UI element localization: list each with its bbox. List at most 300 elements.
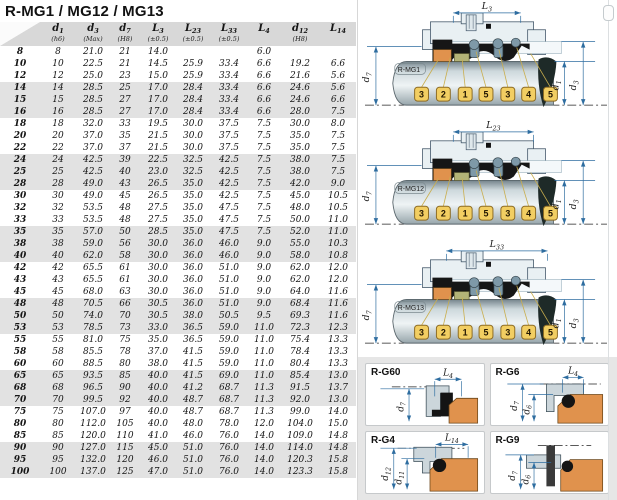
table-cell: 30.0 [147,275,169,285]
row-size-label: 80 [13,419,27,429]
table-cell: 24.6 [280,94,320,106]
row-size-label: 42 [13,263,27,273]
row-size-label: 48 [0,298,40,310]
table-cell: 14.0 [248,454,280,466]
table-cell: 35.0 [182,191,204,201]
svg-text:3: 3 [419,208,425,219]
svg-text:2: 2 [440,208,446,219]
table-cell: 36.0 [176,238,210,250]
table-cell: 68 [40,382,76,394]
page-edge-line [608,0,609,500]
table-cell: 9.5 [248,310,280,322]
table-cell: 36.5 [182,335,204,345]
table-cell: 33 [119,119,131,129]
table-row [0,58,356,70]
table-cell: 68.7 [210,394,248,406]
table-cell: 46.0 [210,250,248,262]
table-cell: 11.6 [320,310,356,322]
table-cell: 51.0 [176,454,210,466]
table-cell: 48 [119,215,131,225]
table-cell: 33.4 [218,71,240,81]
table-cell: 46.0 [140,454,176,466]
table-cell: 85.5 [82,347,104,357]
row-size-label: 70 [0,394,40,406]
svg-text:3: 3 [505,327,511,338]
table-cell: 9.0 [248,238,280,250]
table-cell: 27.5 [147,215,169,225]
row-size-label: 14 [0,82,40,94]
table-cell: 14.0 [253,431,275,441]
table-cell: 132.0 [76,454,110,466]
table-cell: 25.0 [82,71,104,81]
table-cell: 59.0 [76,238,110,250]
row-size-label: 85 [13,431,27,441]
row-size-label: 38 [0,238,40,250]
table-cell: 35.0 [182,203,204,213]
dimension-label: $d_7$ [360,72,374,83]
table-cell: 7.5 [320,106,356,118]
column-header: $d_1$ (h6) [40,22,76,46]
table-cell: 95 [40,454,76,466]
table-cell: 26.5 [140,178,176,190]
table-cell: 42.5 [210,154,248,166]
table-row [0,214,356,226]
table-cell: 58 [52,347,64,357]
svg-text:5: 5 [483,208,489,219]
detail-label: R-G4 [371,435,395,446]
svg-text:3: 3 [505,89,511,100]
table-row [0,466,356,478]
table-cell: 92.0 [280,394,320,406]
table-cell: 12.3 [320,322,356,334]
detail-panel-r-g9 [490,431,610,494]
table-cell: 15.8 [320,466,356,478]
seal-ring-olive [454,54,469,62]
row-size-label: 35 [0,226,40,238]
table-row [0,322,356,334]
column-header: $L_{14}$ [320,22,356,46]
dimension-label: $L_{23}$ [486,119,501,133]
table-cell: 93.5 [76,370,110,382]
row-size-label: 53 [0,322,40,334]
table-cell: 78.5 [76,322,110,334]
row-size-label: 60 [13,359,27,369]
table-cell: 40.0 [147,419,169,429]
table-cell: 12.0 [253,419,275,429]
table-cell: 59.0 [218,335,240,345]
table-cell: 7.5 [256,203,272,213]
table-cell: 11.3 [248,394,280,406]
table-cell: 109.0 [287,431,313,441]
row-size-label: 12 [13,71,27,81]
table-cell: 97 [119,407,131,417]
set-screw [486,24,491,29]
table-row [0,154,356,166]
table-cell: 74.0 [76,310,110,322]
o-ring [433,459,446,472]
table-cell: 7.5 [330,131,346,141]
row-size-label: 20 [13,131,27,141]
table-cell: 37.5 [218,119,240,129]
table-cell: 10.5 [327,191,349,201]
dimension-label: $d_7$ [396,402,408,412]
table-cell: 22.5 [140,154,176,166]
table-cell: 70.5 [76,298,110,310]
dimension-label: $d_7$ [360,191,374,202]
table-cell: 39 [110,154,140,166]
table-cell: 51.0 [210,298,248,310]
table-cell: 120.0 [80,431,106,441]
table-cell: 40.0 [147,407,169,417]
table-cell: 50 [40,310,76,322]
diagram-panel-r-mg1 [358,0,617,119]
table-cell: 33 [52,215,64,225]
dimension-label: $d_7$ [507,470,519,481]
table-cell: 65 [40,370,76,382]
detail-label: R-G6 [495,367,520,378]
table-cell: 36.5 [176,322,210,334]
table-cell: 35.0 [147,335,169,345]
column-header: $L_{33}$ (±0.5) [210,22,248,46]
dimension-label: $d_3$ [568,199,581,210]
column-header: $L_4$ [248,22,280,46]
table-cell: 6.6 [330,59,346,69]
table-cell: 21.6 [289,71,311,81]
table-cell: 51.0 [176,442,210,454]
table-cell: 9.0 [320,178,356,190]
table-cell: 7.5 [248,166,280,178]
table-cell: 30.5 [140,310,176,322]
table-cell: 53.5 [82,215,104,225]
table-cell: 11.0 [253,359,275,369]
table-cell: 16 [40,106,76,118]
table-cell: 10.8 [320,250,356,262]
table-cell: 75 [119,335,131,345]
table-cell: 42.5 [218,191,240,201]
table-cell: 38.0 [280,166,320,178]
table-cell: 50 [110,226,140,238]
table-cell: 7.5 [248,226,280,238]
table-cell: 14.8 [327,431,349,441]
table-row [0,406,356,418]
table-cell: 47.0 [140,466,176,478]
svg-text:5: 5 [483,327,489,338]
dimension-label: $d_{11}$ [394,470,406,485]
table-cell: 100 [40,466,76,478]
table-cell: 55 [52,335,64,345]
table-cell: 42.5 [210,166,248,178]
dimension-label: $d_7$ [509,401,521,411]
table-row [0,46,356,58]
table-cell: 45.0 [140,442,176,454]
table-cell: 53 [40,322,76,334]
table-cell: 37.0 [82,131,104,141]
table-cell: 36.0 [176,298,210,310]
table-cell: 21.5 [147,143,169,153]
dimension-label: $d_3$ [568,80,581,91]
dimension-label: $d_6$ [521,404,534,415]
table-row [0,178,356,190]
table-row [0,454,356,466]
table-cell: 27 [110,94,140,106]
column-header: $d_7$ (H8) [110,22,140,46]
table-cell: 35 [119,131,131,141]
table-cell: 72.3 [280,322,320,334]
table-row [0,238,356,250]
table-cell: 76.0 [210,466,248,478]
table-cell: 46.0 [210,238,248,250]
table-row [0,346,356,358]
table-row [0,70,356,82]
table-cell: 123.3 [280,466,320,478]
table-cell: 85.4 [280,370,320,382]
row-size-label: 65 [0,370,40,382]
table-cell: 38.0 [280,154,320,166]
table-cell: 36.0 [182,275,204,285]
table-cell: 35 [40,226,76,238]
table-cell: 35.0 [176,178,210,190]
table-cell: 52.0 [280,226,320,238]
svg-text:5: 5 [547,327,553,338]
table-cell: 21.5 [147,131,169,141]
table-cell: 11.0 [253,335,275,345]
table-cell [320,46,356,58]
table-cell: 23.0 [140,166,176,178]
row-size-label: 18 [13,119,27,129]
table-row [0,370,356,382]
table-cell: 42.5 [76,154,110,166]
table-row [0,442,356,454]
row-size-label: 10 [13,59,27,69]
table-cell: 55.0 [280,238,320,250]
table-row [0,394,356,406]
table-cell: 6.6 [248,94,280,106]
table-row [0,310,356,322]
row-size-label: 15 [0,94,40,106]
seat-orange [433,288,451,300]
table-cell: 85 [52,431,64,441]
row-size-label: 33 [13,215,27,225]
table-cell: 21 [119,59,131,69]
row-size-label: 22 [13,143,27,153]
table-cell: 40 [40,250,76,262]
svg-text:4: 4 [526,327,532,338]
table-cell: 38.0 [176,310,210,322]
table-row [0,142,356,154]
table-cell: 35.0 [182,215,204,225]
table-cell: 19.5 [147,119,169,129]
table-cell: 81.0 [82,335,104,345]
table-cell: 30.0 [182,143,204,153]
table-cell: 33.4 [210,94,248,106]
table-cell: 37 [119,143,131,153]
table-cell: 48.0 [182,419,204,429]
dimension-label: $d_1$ [550,318,563,329]
table-cell: 41.0 [147,431,169,441]
detail-label: R-G60 [371,367,401,378]
seat-orange [433,169,451,181]
row-size-label: 55 [13,335,27,345]
table-cell: 42.0 [280,178,320,190]
table-cell: 21 [119,47,131,57]
svg-text:5: 5 [483,89,489,100]
table-cell: 7.5 [256,131,272,141]
table-cell: 43 [52,275,64,285]
table-cell: 91.5 [280,382,320,394]
table-cell: 58.0 [280,250,320,262]
table-cell: 14.0 [327,407,349,417]
table-cell: 25.9 [182,59,204,69]
table-cell: 28.5 [76,94,110,106]
table-cell: 14 [40,82,76,94]
table-cell: 35.0 [289,131,311,141]
table-cell: 76.0 [210,442,248,454]
dimension-label: $d_1$ [550,80,563,91]
table-cell: 6.6 [248,106,280,118]
table-cell: 137.0 [76,466,110,478]
table-cell: 11.0 [248,370,280,382]
dimensions-table [0,22,356,478]
svg-text:2: 2 [440,89,446,100]
table-cell: 27.5 [147,203,169,213]
table-cell: 107.0 [80,407,106,417]
table-cell: 7.5 [256,119,272,129]
table-cell: 99.0 [289,407,311,417]
row-size-label: 50 [0,310,40,322]
table-row [0,430,356,442]
table-cell: 9.0 [248,250,280,262]
page-edge-notch [603,5,614,21]
table-cell: 14.0 [248,442,280,454]
gland-part [526,455,560,468]
table-cell: 32.5 [176,154,210,166]
table-cell: 35.0 [176,226,210,238]
dimension-label: $L_4$ [443,368,454,380]
table-row [0,250,356,262]
table-cell: 88.5 [82,359,104,369]
table-cell: 61 [119,263,131,273]
table-cell: 76.0 [210,454,248,466]
table-cell: 28.4 [176,94,210,106]
table-cell: 70 [110,310,140,322]
table-cell: 65.5 [82,263,104,273]
table-cell: 112.0 [80,419,106,429]
table-cell: 28.5 [140,226,176,238]
row-size-label: 90 [0,442,40,454]
seat-detail-grid [358,357,617,500]
row-size-label: 100 [0,466,40,478]
table-cell: 59.0 [218,347,240,357]
table-cell: 75 [52,407,64,417]
table-cell: 36.0 [176,250,210,262]
table-row [0,358,356,370]
table-cell: 57.0 [76,226,110,238]
table-cell: 6.0 [256,47,272,57]
table-row [0,226,356,238]
table-cell: 13.3 [327,347,349,357]
table-cell: 125 [110,466,140,478]
table-cell: 28 [40,178,76,190]
o-ring [561,461,572,472]
diagram-label: R-MG12 [397,185,424,193]
table-cell: 27 [110,106,140,118]
table-cell: 69.0 [210,370,248,382]
table-cell: 33.4 [218,59,240,69]
svg-text:4: 4 [526,89,532,100]
clamp-plate [546,445,555,486]
table-cell: 11.0 [320,226,356,238]
table-cell: 12.0 [327,275,349,285]
row-size-label: 68 [0,382,40,394]
table-cell: 13.0 [320,370,356,382]
table-cell: 115 [110,442,140,454]
table-cell: 68.7 [210,382,248,394]
table-cell: 11.0 [253,347,275,357]
table-cell: 85 [110,370,140,382]
table-cell: 48.7 [182,407,204,417]
table-cell: 19.2 [289,59,311,69]
table-cell: 38.0 [147,359,169,369]
table-cell: 80 [52,419,64,429]
diagram-label: R-MG1 [397,66,421,74]
seat [449,398,478,423]
table-cell: 69.3 [280,310,320,322]
svg-text:1: 1 [462,208,468,219]
table-cell: 61 [119,275,131,285]
table-cell: 48 [40,298,76,310]
seal-ring-olive [454,173,469,181]
table-cell: 21.0 [82,47,104,57]
table-cell: 7.5 [320,166,356,178]
table-row [0,130,356,142]
table-cell: 7.5 [256,143,272,153]
table-cell: 99.5 [76,394,110,406]
table-cell: 73 [110,322,140,334]
table-cell: 7.5 [248,154,280,166]
corner-header [0,22,40,46]
table-cell: 66 [110,298,140,310]
table-cell: 41.5 [176,370,210,382]
table-cell: 14.8 [320,442,356,454]
table-cell: 43 [110,178,140,190]
table-cell: 36.0 [182,287,204,297]
table-cell: 28.4 [176,106,210,118]
table-cell: 47.5 [218,203,240,213]
table-cell: 51.0 [218,263,240,273]
table-cell: 40.0 [140,394,176,406]
table-row [0,298,356,310]
table-row [0,166,356,178]
table-cell: 47.5 [210,226,248,238]
set-screw [486,143,491,148]
table-cell: 7.5 [248,178,280,190]
table-cell: 32.5 [176,166,210,178]
o-ring [561,395,574,408]
table-row [0,94,356,106]
table-cell: 120 [110,454,140,466]
table-cell: 35.0 [289,143,311,153]
table-cell: 120.3 [280,454,320,466]
table-cell: 51.0 [218,275,240,285]
table-cell: 10.5 [327,203,349,213]
seat-orange [433,50,451,62]
table-cell: 127.0 [76,442,110,454]
svg-text:4: 4 [526,208,532,219]
table-cell: 58 [110,250,140,262]
table-cell: 60 [52,359,64,369]
table-cell: 104.0 [287,419,313,429]
seal-ring-olive [454,292,469,300]
